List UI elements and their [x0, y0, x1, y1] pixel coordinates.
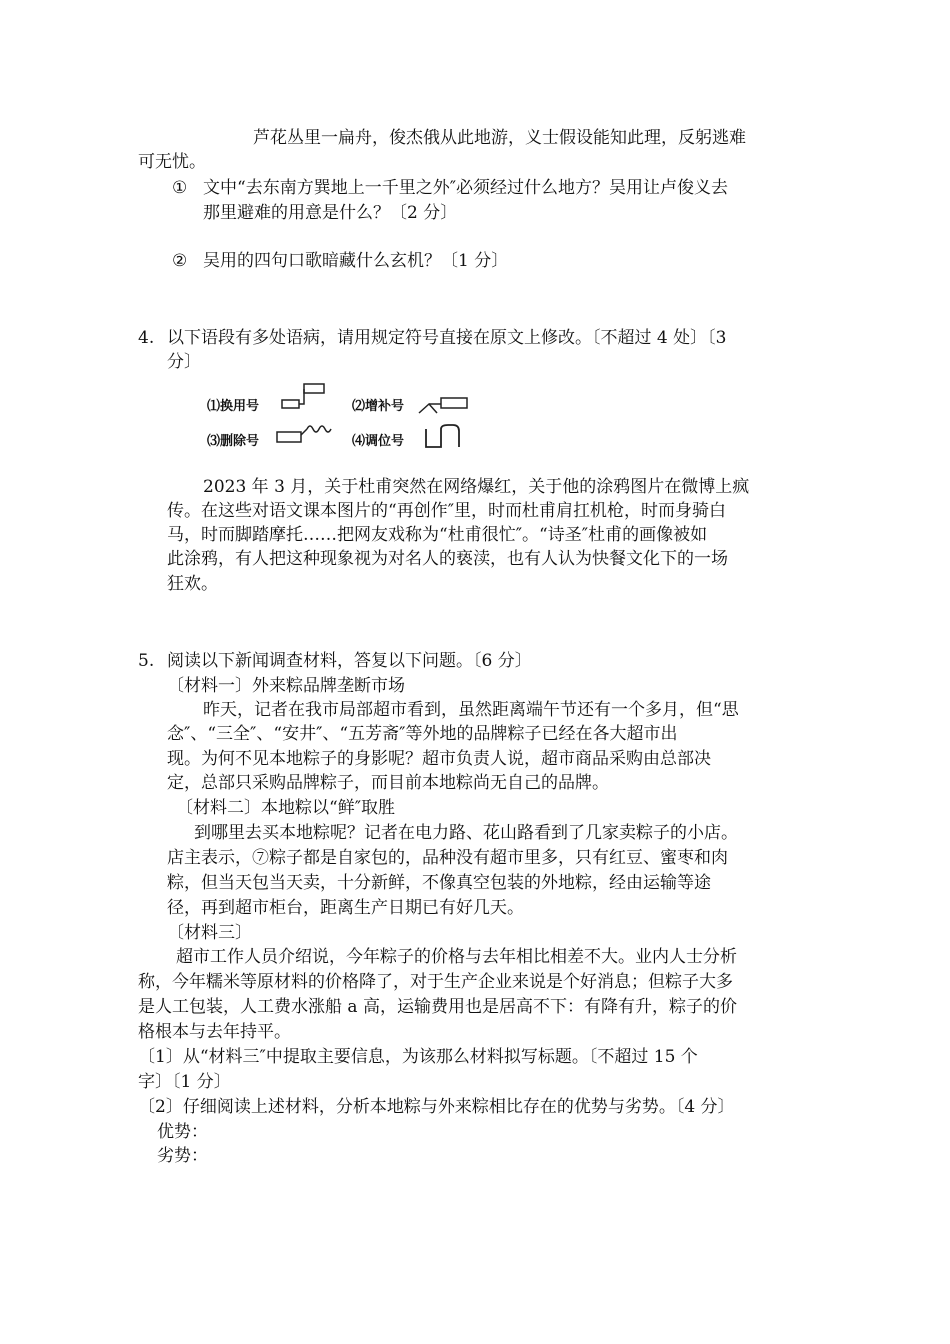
- material-2-line-1: 到哪里去买本地粽呢？记者在电力路、花山路看到了几家卖粽子的小店。: [194, 823, 738, 843]
- material-3-title: 〔材料三〕: [167, 923, 252, 943]
- material-1-line-3: 现。为何不见本地粽子的身影呢？超市负责人说，超市商品采购由总部决: [167, 749, 711, 769]
- correction-marks-legend: [205, 383, 475, 455]
- q5-intro: 阅读以下新闻调查材料，答复以下问题。〔6 分〕: [167, 651, 532, 671]
- q4-para-line-4: 此涂鸦，有人把这种现象视为对名人的亵渎，也有人认为快餐文化下的一场: [167, 549, 728, 569]
- q4-prompt-line-2: 分〕: [167, 352, 201, 372]
- q4-para-line-5: 狂欢。: [167, 574, 218, 594]
- disadvantage-label: 劣势：: [157, 1146, 208, 1166]
- material-2-line-2: 店主表示，⑦粽子都是自家包的，品种没有超市里多，只有红豆、蜜枣和肉: [167, 848, 728, 868]
- material-1-line-1: 昨天，记者在我市局部超市看到，虽然距离端午节还有一个多月，但“思: [203, 700, 739, 720]
- material-3-line-2: 称，今年糯米等原材料的价格降了，对于生产企业来说是个好消息；但粽子大多: [138, 972, 733, 992]
- poem-line-2: 可无忧。: [138, 152, 206, 172]
- mark-label-insert: ⑵增补号: [352, 399, 405, 414]
- mark-label-replace: ⑴换用号: [207, 399, 260, 414]
- q3-sub1-line-2: 那里避难的用意是什么？〔2 分〕: [203, 203, 458, 223]
- replace-mark-icon: [281, 383, 327, 415]
- q5-number: 5.: [138, 651, 155, 671]
- q5-sub2: 〔2〕仔细阅读上述材料，分析本地粽与外来粽相比存在的优势与劣势。〔4 分〕: [138, 1097, 735, 1117]
- material-2-title: 〔材料二〕本地粽以“鲜″取胜: [176, 798, 396, 818]
- material-3-line-1: 超市工作人员介绍说，今年粽子的价格与去年相比相差不大。业内人士分析: [176, 947, 737, 967]
- advantage-label: 优势：: [157, 1122, 208, 1142]
- delete-mark-icon: [275, 420, 337, 446]
- material-1-title: 〔材料一〕外来粽品牌垄断市场: [167, 676, 405, 696]
- mark-label-swap: ⑷调位号: [352, 434, 405, 449]
- q4-number: 4.: [138, 328, 155, 348]
- q3-sub1-number: ①: [172, 178, 188, 198]
- material-3-line-4: 格根本与去年持平。: [138, 1022, 291, 1042]
- q5-sub1-line-2: 字〕〔1 分〕: [138, 1072, 231, 1092]
- material-1-line-2: 念″、“三全″、“安井″、“五芳斋″等外地的品牌粽子已经在各大超市出: [167, 724, 678, 744]
- q3-sub2-number: ②: [172, 251, 188, 271]
- mark-label-delete: ⑶删除号: [207, 434, 260, 449]
- material-2-line-3: 粽，但当天包当天卖，十分新鲜，不像真空包装的外地粽，经由运输等途: [167, 873, 711, 893]
- material-1-line-4: 定，总部只采购品牌粽子，而目前本地粽尚无自己的品牌。: [167, 773, 609, 793]
- swap-mark-icon: [423, 423, 463, 451]
- poem-line-1: 芦花丛里一扁舟，俊杰俄从此地游，义士假设能知此理，反躬逃难: [253, 128, 746, 148]
- material-2-line-4: 径，再到超市柜台，距离生产日期已有好几天。: [167, 898, 524, 918]
- material-3-line-3: 是人工包装，人工费水涨船 a 高，运输费用也是居高不下：有降有升，粽子的价: [138, 997, 737, 1017]
- q4-prompt-line-1: 以下语段有多处语病，请用规定符号直接在原文上修改。〔不超过 4 处〕〔3: [167, 328, 727, 348]
- q4-para-line-2: 传。在这些对语文课本图片的“再创作″里，时而杜甫肩扛机枪，时而身骑白: [167, 501, 727, 521]
- q3-sub1-line-1: 文中“去东南方巽地上一千里之外″必须经过什么地方？吴用让卢俊义去: [203, 178, 729, 198]
- q5-sub1-line-1: 〔1〕从“材料三″中提取主要信息，为该那么材料拟写标题。〔不超过 15 个: [138, 1047, 698, 1067]
- q4-para-line-3: 马，时而脚踏摩托……把网友戏称为“杜甫很忙″。“诗圣″杜甫的画像被如: [167, 525, 708, 545]
- insert-mark-icon: [417, 395, 473, 417]
- q4-para-line-1: 2023 年 3 月，关于杜甫突然在网络爆红，关于他的涂鸦图片在微博上疯: [203, 477, 750, 497]
- q3-sub2-text: 吴用的四句口歌暗藏什么玄机？〔1 分〕: [203, 251, 509, 271]
